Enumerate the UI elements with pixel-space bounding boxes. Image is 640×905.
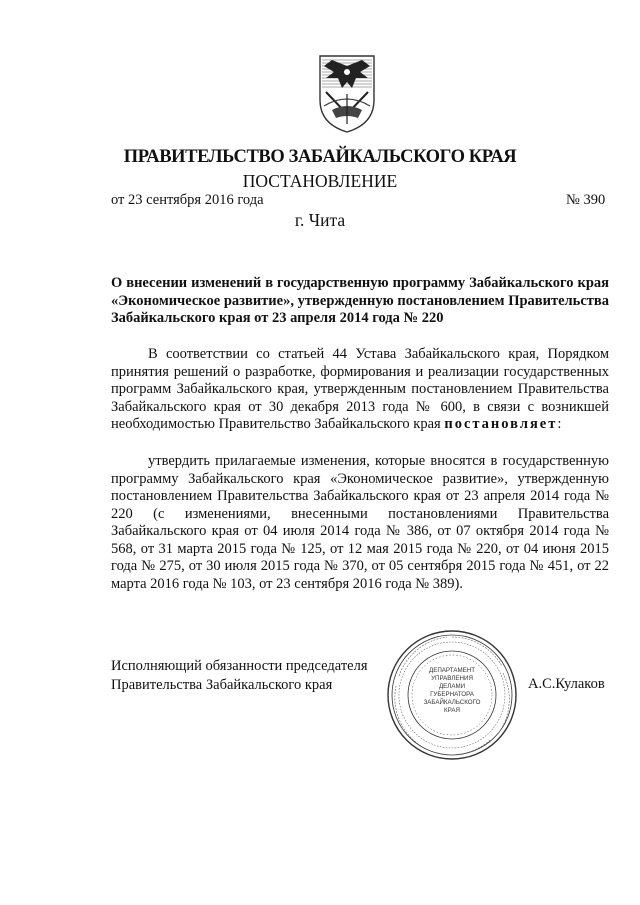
signatory-name: А.С.Кулаков xyxy=(528,676,605,692)
seal-line1: ДЕПАРТАМЕНТ xyxy=(429,667,475,674)
document-date: от 23 сентября 2016 года xyxy=(111,192,264,208)
signatory-position-line1: Исполняющий обязанности председателя xyxy=(111,658,368,674)
preamble-colon: : xyxy=(557,416,562,432)
document-type: ПОСТАНОВЛЕНИЕ xyxy=(242,171,398,191)
coat-of-arms-icon xyxy=(318,52,376,134)
seal-line5: ЗАБАЙКАЛЬСКОГО xyxy=(423,699,481,706)
resolution-paragraph: утвердить прилагаемые изменения, которые вносятся в государственную программу Забайкальского края «Экономическое развитие», утвержденную постановлением Правительства Забайкальского края от 23 апреля 2014 года № 220 (с изменениями, внесенными постановлениями Правительства Забайкальского края от 04 июля 2014 года № 386, от 07 октября 2014 года № 568, от 31 марта 2015 года № 125, от 12 мая 2015 года № 220, от 04 июня 2015 года № 275, от 30 июля 2015 года № 370, от 05 сентября 2015 года № 451, от 22 марта 2016 года № 103, от 23 сентября 2016 года № 389). xyxy=(111,453,609,592)
preamble-text: В соответствии со статьей 44 Устава Забайкальского края, Порядком принятия решений о разработке, формирования и реализации государственных программ Забайкальского края, утвержденным постановлением Правительства Забайкальского края от 30 декабря 2013 года № 600, в связи с возникшей необходимостью Правительство Забайкальского края xyxy=(111,346,609,432)
seal-line6: КРАЯ xyxy=(444,707,460,714)
seal-line3: ДЕЛАМИ xyxy=(438,683,466,690)
preamble-paragraph xyxy=(111,346,609,434)
signatory-position-line2: Правительства Забайкальского края xyxy=(111,677,333,693)
document-city: г. Чита xyxy=(294,210,346,230)
seal-line4: ГУБЕРНАТОРА xyxy=(430,691,474,698)
seal-line2: УПРАВЛЕНИЯ xyxy=(431,675,473,682)
signatory-position xyxy=(111,657,368,695)
document-subject: О внесении изменений в государственную программу Забайкальского края «Экономическое развитие», утвержденную постановлением Правительства Забайкальского края от 23 апреля 2014 года № 220 xyxy=(111,275,609,326)
government-title: ПРАВИТЕЛЬСТВО ЗАБАЙКАЛЬСКОГО КРАЯ xyxy=(123,147,517,167)
official-seal-icon xyxy=(385,628,519,762)
resolves-word: постановляет xyxy=(444,416,558,432)
document-number: № 390 xyxy=(566,192,606,208)
